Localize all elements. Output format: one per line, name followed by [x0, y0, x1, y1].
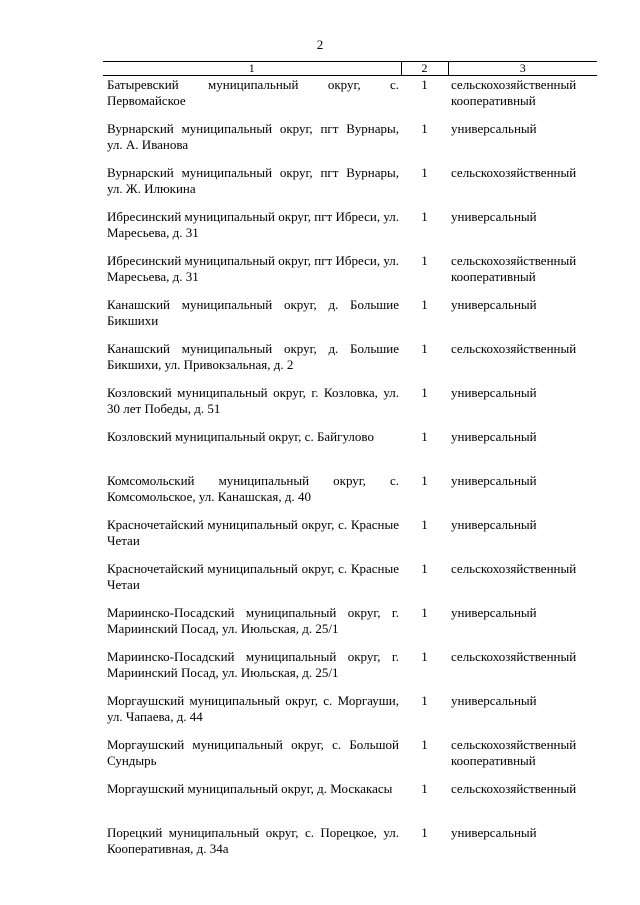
header-row: [103, 62, 597, 76]
table-row: [103, 429, 597, 473]
table-row: [103, 517, 597, 561]
location-cell: Моргаушский муниципальный округ, с. Моргауши, ул. Чапаева, д. 44: [107, 693, 399, 724]
table-row: [103, 297, 597, 341]
count-cell: 1: [421, 737, 428, 752]
location-cell: Мариинско-Посадский муниципальный округ, г. Мариинский Посад, ул. Июльская, д. 25/1: [107, 649, 399, 680]
type-cell: универсальный: [451, 121, 537, 136]
type-cell: сельскохозяйственный: [451, 781, 577, 796]
table-row: [103, 825, 597, 869]
table-row: [103, 649, 597, 693]
column-header-3: 3: [448, 62, 597, 76]
count-cell: 1: [421, 561, 428, 576]
table-row: [103, 209, 597, 253]
location-cell: Вурнарский муниципальный округ, пгт Вурнары, ул. А. Иванова: [107, 121, 399, 152]
type-cell: универсальный: [451, 473, 537, 488]
location-cell: Канашский муниципальный округ, д. Большие Бикшихи, ул. Привокзальная, д. 2: [107, 341, 399, 372]
location-cell: Комсомольский муниципальный округ, с. Комсомольское, ул. Канашская, д. 40: [107, 473, 399, 504]
location-cell: Вурнарский муниципальный округ, пгт Вурнары, ул. Ж. Илюкина: [107, 165, 399, 196]
table-row: [103, 605, 597, 649]
type-cell: сельскохозяйственный: [451, 561, 577, 576]
markets-table: [103, 61, 597, 869]
location-cell: Батыревский муниципальный округ, с. Первомайское: [107, 77, 399, 108]
type-cell: сельскохозяйственный: [451, 649, 577, 664]
table-row: [103, 781, 597, 825]
type-cell: универсальный: [451, 605, 537, 620]
table-row: [103, 561, 597, 605]
count-cell: 1: [421, 517, 428, 532]
count-cell: 1: [421, 297, 428, 312]
count-cell: 1: [421, 605, 428, 620]
location-cell: Канашский муниципальный округ, д. Большие Бикшихи: [107, 297, 399, 328]
table-row: [103, 76, 597, 122]
type-cell: универсальный: [451, 385, 537, 400]
table-row: [103, 341, 597, 385]
count-cell: 1: [421, 121, 428, 136]
count-cell: 1: [421, 473, 428, 488]
type-cell: универсальный: [451, 825, 537, 840]
count-cell: 1: [421, 385, 428, 400]
table-row: [103, 693, 597, 737]
location-cell: Ибресинский муниципальный округ, пгт Ибреси, ул. Маресьева, д. 31: [107, 253, 399, 284]
location-cell: Порецкий муниципальный округ, с. Порецкое, ул. Кооперативная, д. 34а: [107, 825, 399, 856]
location-cell: Ибресинский муниципальный округ, пгт Ибреси, ул. Маресьева, д. 31: [107, 209, 399, 240]
table-row: [103, 165, 597, 209]
type-cell: сельскохозяйственный кооперативный: [451, 737, 577, 768]
type-cell: сельскохозяйственный кооперативный: [451, 77, 577, 108]
table-body: [103, 76, 597, 870]
location-cell: Мариинско-Посадский муниципальный округ, г. Мариинский Посад, ул. Июльская, д. 25/1: [107, 605, 399, 636]
type-cell: сельскохозяйственный кооперативный: [451, 253, 577, 284]
type-cell: сельскохозяйственный: [451, 341, 577, 356]
location-cell: Красночетайский муниципальный округ, с. Красные Четаи: [107, 561, 399, 592]
location-cell: Козловский муниципальный округ, с. Байгулово: [107, 429, 374, 444]
count-cell: 1: [421, 341, 428, 356]
type-cell: универсальный: [451, 517, 537, 532]
count-cell: 1: [421, 253, 428, 268]
count-cell: 1: [421, 429, 428, 444]
count-cell: 1: [421, 209, 428, 224]
count-cell: 1: [421, 781, 428, 796]
location-cell: Красночетайский муниципальный округ, с. Красные Четаи: [107, 517, 399, 548]
table-row: [103, 737, 597, 781]
location-cell: Моргаушский муниципальный округ, с. Большой Сундырь: [107, 737, 399, 768]
column-header-2: 2: [401, 62, 448, 76]
type-cell: универсальный: [451, 693, 537, 708]
type-cell: сельскохозяйственный: [451, 165, 577, 180]
count-cell: 1: [421, 165, 428, 180]
page-number: 2: [316, 37, 324, 52]
type-cell: универсальный: [451, 429, 537, 444]
count-cell: 1: [421, 77, 428, 92]
type-cell: универсальный: [451, 297, 537, 312]
table-row: [103, 121, 597, 165]
table-row: [103, 473, 597, 517]
count-cell: 1: [421, 825, 428, 840]
column-header-1: 1: [103, 62, 401, 76]
table-header: [103, 62, 597, 76]
count-cell: 1: [421, 649, 428, 664]
table-row: [103, 385, 597, 429]
type-cell: универсальный: [451, 209, 537, 224]
count-cell: 1: [421, 693, 428, 708]
location-cell: Моргаушский муниципальный округ, д. Москакасы: [107, 781, 393, 796]
table-row: [103, 253, 597, 297]
location-cell: Козловский муниципальный округ, г. Козловка, ул. 30 лет Победы, д. 51: [107, 385, 399, 416]
